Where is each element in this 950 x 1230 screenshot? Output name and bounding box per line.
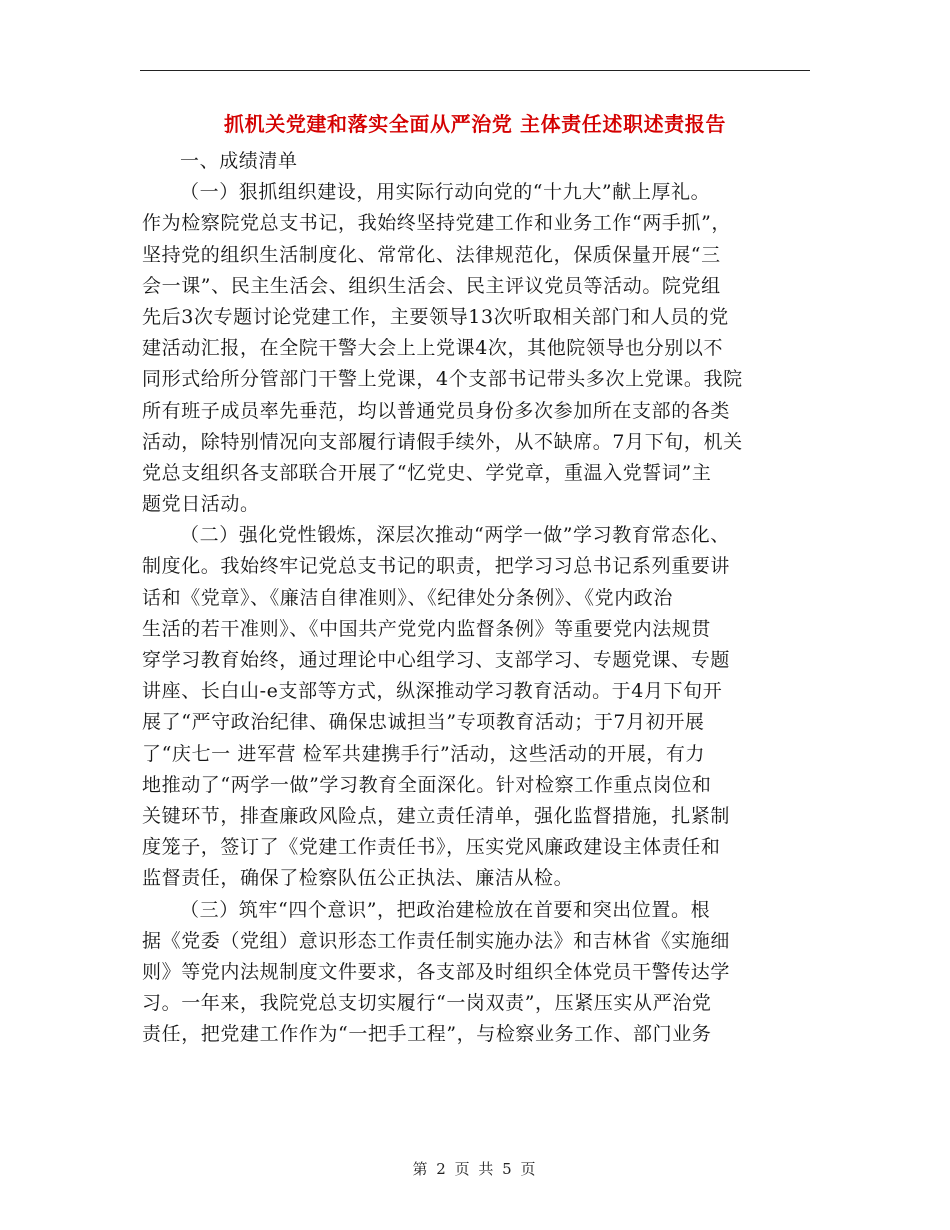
header-rule bbox=[140, 70, 810, 71]
text-line: 了“庆七一 进军营 检军共建携手行”活动，这些活动的开展，有力 bbox=[142, 742, 706, 765]
text-line: 同形式给所分管部门干警上党课，4个支部书记带头多次上党课。我院 bbox=[142, 368, 743, 391]
text-line: 则》等党内法规制度文件要求，各支部及时组织全体党员干警传达学 bbox=[142, 960, 731, 983]
text-line: 会一课”、民主生活会、组织生活会、民主评议党员等活动。院党组 bbox=[142, 274, 721, 297]
text-line: 活动，除特别情况向支部履行请假手续外，从不缺席。7月下旬，机关 bbox=[142, 430, 743, 453]
text-line: 所有班子成员率先垂范，均以普通党员身份多次参加所在支部的各类 bbox=[142, 399, 731, 422]
text-line: 先后3次专题讨论党建工作，主要领导13次听取相关部门和人员的党 bbox=[142, 305, 729, 328]
document-body bbox=[142, 146, 814, 1050]
text-line: （一）狠抓组织建设，用实际行动向党的“十九大”献上厚礼。 bbox=[180, 181, 711, 204]
text-line: 建活动汇报，在全院干警大会上上党课4次，其他院领导也分别以不 bbox=[142, 337, 724, 360]
text-line: 习。一年来，我院党总支切实履行“一岗双责”，压紧压实从严治党 bbox=[142, 992, 712, 1015]
text-line: 展了“严守政治纪律、确保忠诚担当”专项教育活动；于7月初开展 bbox=[142, 711, 705, 734]
text-line: 制度化。我始终牢记党总支书记的职责，把学习习总书记系列重要讲 bbox=[142, 555, 731, 578]
text-line: 题党日活动。 bbox=[142, 493, 260, 516]
text-line: 党总支组织各支部联合开展了“忆党史、学党章，重温入党誓词”主 bbox=[142, 461, 712, 484]
page-footer: 第 2 页 共 5 页 bbox=[412, 1160, 538, 1178]
text-line: 关键环节，排查廉政风险点，建立责任清单，强化监督措施，扎紧制 bbox=[142, 804, 731, 827]
text-line: 地推动了“两学一做”学习教育全面深化。针对检察工作重点岗位和 bbox=[142, 773, 712, 796]
text-line: 度笼子，签订了《党建工作责任书》，压实党风廉政建设主体责任和 bbox=[142, 836, 721, 859]
text-line: （三）筑牢“四个意识”，把政治建检放在首要和突出位置。根 bbox=[180, 898, 711, 921]
text-line: 讲座、长白山-e支部等方式，纵深推动学习教育活动。于4月下旬开 bbox=[142, 680, 723, 703]
text-line: （二）强化党性锻炼，深层次推动“两学一做”学习教育常态化、 bbox=[180, 524, 730, 547]
text-line: 穿学习教育始终，通过理论中心组学习、支部学习、专题党课、专题 bbox=[142, 649, 731, 671]
text-line: 责任，把党建工作作为“一把手工程”，与检察业务工作、部门业务 bbox=[142, 1023, 712, 1046]
text-line: 监督责任，确保了检察队伍公正执法、廉洁从检。 bbox=[142, 867, 574, 890]
text-line: 一、成绩清单 bbox=[180, 150, 298, 172]
document-title: 抓机关党建和落实全面从严治党 主体责任述职述责报告 bbox=[224, 112, 726, 136]
text-line: 话和《党章》、《廉洁自律准则》、《纪律处分条例》、《党内政治 bbox=[142, 586, 674, 609]
text-line: 据《党委（党组）意识形态工作责任制实施办法》和吉林省《实施细 bbox=[142, 929, 731, 952]
text-line: 作为检察院党总支书记，我始终坚持党建工作和业务工作“两手抓”， bbox=[142, 212, 732, 235]
text-line: 坚持党的组织生活制度化、常常化、法律规范化，保质保量开展“三 bbox=[142, 243, 721, 266]
text-line: 生活的若干准则》、《中国共产党党内监督条例》等重要党内法规贯 bbox=[142, 617, 712, 640]
